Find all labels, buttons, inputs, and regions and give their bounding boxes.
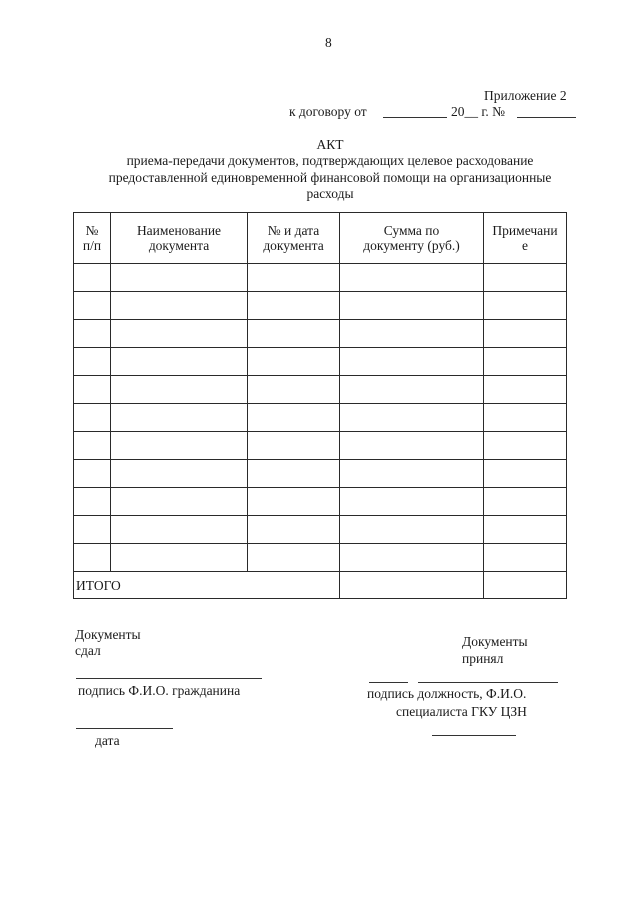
handed-over-line-1: Документы: [75, 627, 141, 642]
table-cell: [340, 488, 484, 516]
appendix-label: Приложение 2: [484, 88, 567, 103]
contract-prefix: к договору от: [289, 104, 367, 119]
table-cell: [484, 264, 567, 292]
table-cell: [74, 348, 111, 376]
table-cell: [248, 432, 340, 460]
table-cell: [111, 404, 248, 432]
table-cell: [74, 376, 111, 404]
table-cell: [74, 488, 111, 516]
column-header-amount: Сумма по документу (руб.): [340, 213, 484, 264]
table-cell: [484, 348, 567, 376]
table-row: [74, 404, 567, 432]
table-cell: [484, 488, 567, 516]
contract-year: 20__ г. №: [451, 104, 506, 119]
contract-number-blank: [517, 117, 576, 118]
contract-date-blank: [383, 117, 447, 118]
table-row: [74, 348, 567, 376]
table-cell: [74, 432, 111, 460]
table-cell: [340, 320, 484, 348]
table-cell: [111, 292, 248, 320]
table-row: [74, 264, 567, 292]
column-header-notes: Примечани е: [484, 213, 567, 264]
received-line-2: принял: [462, 651, 504, 666]
table-cell: [340, 348, 484, 376]
table-row: [74, 516, 567, 544]
table-cell: [340, 460, 484, 488]
total-notes-cell: [484, 572, 567, 599]
table-row: [74, 460, 567, 488]
table-header-row: [74, 213, 567, 264]
table-cell: [340, 292, 484, 320]
table-cell: [484, 292, 567, 320]
table-cell: [340, 516, 484, 544]
table-cell: [111, 376, 248, 404]
table-cell: [484, 544, 567, 572]
table-cell: [340, 264, 484, 292]
table-cell: [111, 516, 248, 544]
table-cell: [74, 516, 111, 544]
specialist-name-line: [418, 682, 558, 683]
total-label: ИТОГО: [74, 572, 340, 599]
table-cell: [340, 376, 484, 404]
table-cell: [111, 488, 248, 516]
table-cell: [340, 432, 484, 460]
table-cell: [248, 460, 340, 488]
table-cell: [111, 432, 248, 460]
specialist-date-line: [432, 735, 516, 736]
column-header-number: № п/п: [74, 213, 111, 264]
document-title: АКТ: [316, 137, 344, 152]
table-cell: [248, 264, 340, 292]
table-cell: [74, 292, 111, 320]
table-row: [74, 376, 567, 404]
table-cell: [248, 348, 340, 376]
table-row: [74, 432, 567, 460]
table-cell: [248, 404, 340, 432]
specialist-caption-2: специалиста ГКУ ЦЗН: [396, 704, 527, 719]
table-cell: [111, 460, 248, 488]
title-line-1: приема-передачи документов, подтверждающих целевое расходование: [126, 153, 534, 168]
table-cell: [248, 292, 340, 320]
table-cell: [111, 348, 248, 376]
table-cell: [248, 376, 340, 404]
table-cell: [248, 516, 340, 544]
table-cell: [484, 516, 567, 544]
total-amount-cell: [340, 572, 484, 599]
table-cell: [340, 544, 484, 572]
specialist-signature-line: [369, 682, 408, 683]
title-line-2: предоставленной единовременной финансовой помощи на организационные: [108, 170, 552, 185]
table-cell: [484, 404, 567, 432]
table-row: [74, 544, 567, 572]
table-row: [74, 488, 567, 516]
table-cell: [248, 320, 340, 348]
citizen-signature-line: [76, 678, 262, 679]
table-cell: [74, 460, 111, 488]
table-cell: [484, 432, 567, 460]
table-cell: [340, 404, 484, 432]
table-cell: [248, 488, 340, 516]
table-cell: [111, 264, 248, 292]
table-cell: [74, 404, 111, 432]
specialist-caption-1: подпись должность, Ф.И.О.: [367, 686, 527, 701]
date-line: [76, 728, 173, 729]
title-line-3: расходы: [306, 186, 354, 201]
documents-table: [73, 212, 567, 599]
table-cell: [74, 264, 111, 292]
table-cell: [484, 320, 567, 348]
table-cell: [484, 376, 567, 404]
page-number: 8: [325, 35, 332, 50]
table-row: [74, 320, 567, 348]
table-cell: [74, 320, 111, 348]
table-cell: [74, 544, 111, 572]
handed-over-line-2: сдал: [75, 643, 101, 658]
citizen-signature-caption: подпись Ф.И.О. гражданина: [78, 683, 241, 698]
received-line-1: Документы: [462, 634, 528, 649]
column-header-doc-number-date: № и дата документа: [248, 213, 340, 264]
table-cell: [111, 320, 248, 348]
table-cell: [111, 544, 248, 572]
total-row: [74, 572, 567, 599]
table-row: [74, 292, 567, 320]
table-cell: [248, 544, 340, 572]
date-caption: дата: [95, 733, 120, 748]
column-header-name: Наименование документа: [111, 213, 248, 264]
table-cell: [484, 460, 567, 488]
